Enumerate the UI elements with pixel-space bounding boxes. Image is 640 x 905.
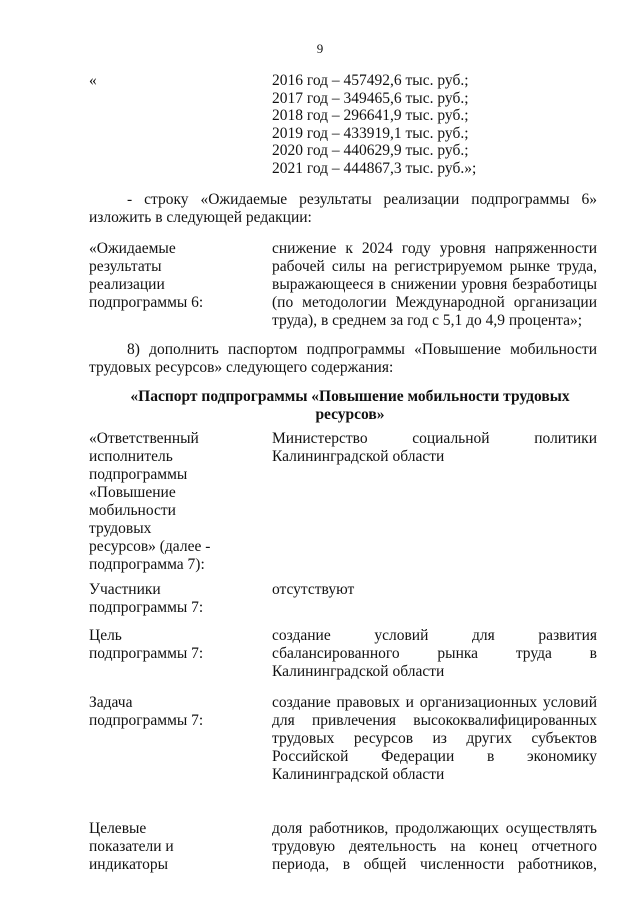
instruction-paragraph-1: - строку «Ожидаемые результаты реализации подпрограммы 6» изложить в следующей редакции: bbox=[89, 191, 597, 226]
row-value: Министерство социальной политики Калининградской области bbox=[272, 430, 597, 465]
opening-quote: « bbox=[89, 72, 97, 89]
instruction-paragraph-2: 8) дополнить паспортом подпрограммы «Повышение мобильности трудовых ресурсов» следующего содержания: bbox=[89, 341, 597, 376]
row-label: Цель подпрограммы 7: bbox=[89, 627, 204, 662]
year-line: 2016 год – 457492,6 тыс. руб.; bbox=[272, 72, 469, 89]
row-label: Целевые показатели и индикаторы bbox=[89, 820, 174, 873]
expected-results-value: снижение к 2024 году уровня напряженности рабочей силы на регистрируемом рынке труда, выражающееся в снижении уровня безработицы (по методологии Международной организации труда), в среднем за год с 5,1 до 4,9 процента»; bbox=[272, 240, 597, 329]
row-value: создание правовых и организационных условий для привлечения высококвалифицированных трудовых ресурсов из других субъектов Российской Федерации в экономику Калининградской области bbox=[272, 694, 597, 783]
row-value: создание условий для развития сбалансированного рынка труда в Калининградской области bbox=[272, 627, 597, 680]
year-line: 2020 год – 440629,9 тыс. руб.; bbox=[272, 142, 469, 160]
year-line: 2019 год – 433919,1 тыс. руб.; bbox=[272, 124, 469, 142]
row-value: доля работников, продолжающих осуществлять трудовую деятельность на конец отчетного периода, в общей численности работников, bbox=[272, 820, 597, 873]
row-label: Задача подпрограммы 7: bbox=[89, 694, 204, 729]
funding-years-list bbox=[272, 72, 476, 178]
row-label: Участники подпрограммы 7: bbox=[89, 581, 204, 616]
passport-title: «Паспорт подпрограммы «Повышение мобильности трудовых ресурсов» bbox=[130, 388, 570, 423]
row-value: отсутствуют bbox=[272, 581, 355, 598]
page-number: 9 bbox=[316, 41, 324, 56]
expected-results-label: «Ожидаемые результаты реализации подпрограммы 6: bbox=[89, 240, 204, 311]
year-line: 2017 год – 349465,6 тыс. руб.; bbox=[272, 89, 469, 107]
year-line: 2018 год – 296641,9 тыс. руб.; bbox=[272, 107, 469, 125]
row-label: «Ответственный исполнитель подпрограммы «Повышение мобильности трудовых ресурсов» (далее - подпрограмма 7): bbox=[89, 430, 211, 573]
year-line: 2021 год – 444867,3 тыс. руб.»; bbox=[272, 159, 477, 177]
